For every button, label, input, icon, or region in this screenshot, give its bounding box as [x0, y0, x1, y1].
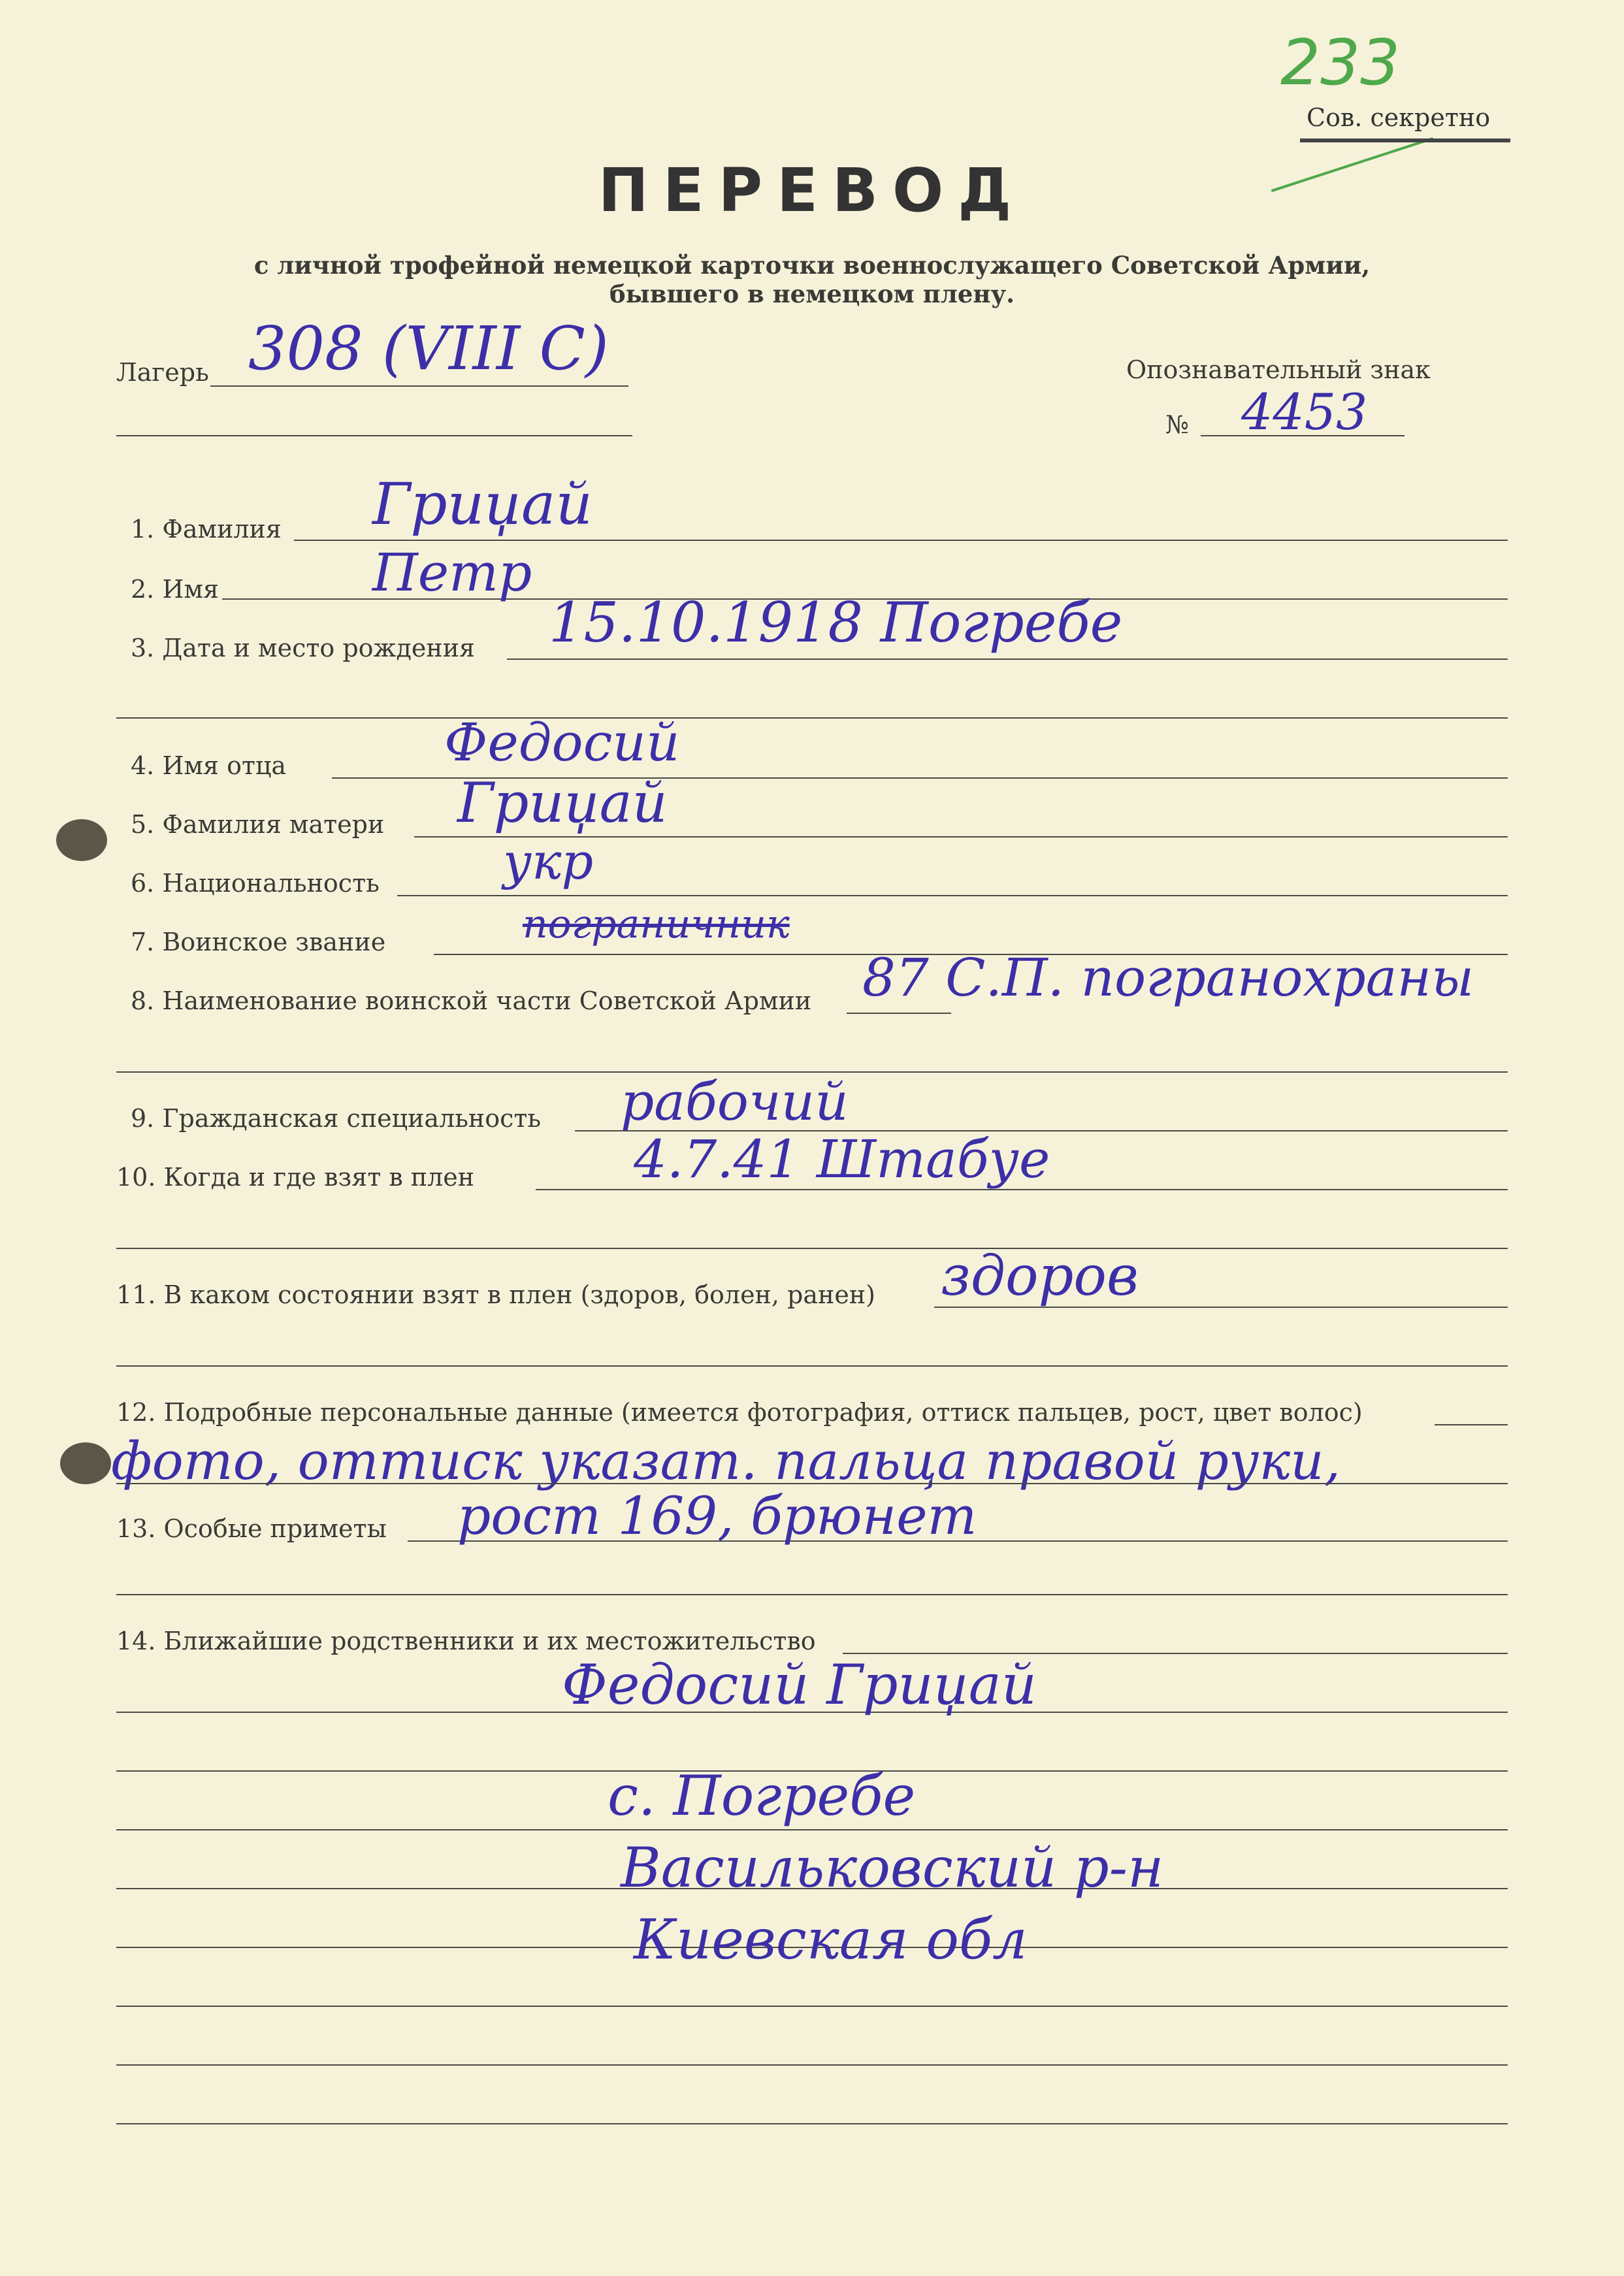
field-13-label: 13. Особые приметы [116, 1514, 387, 1543]
field-1-value: Гриџай [372, 470, 593, 538]
field-3-line-2 [116, 717, 1508, 719]
field-14-line-9 [116, 2123, 1508, 2124]
field-8-value: 87 С.П. погранохраны [862, 947, 1474, 1008]
document-subtitle-line1: с личной трофейной немецкой карточки военнослужащего Советской Армии, [253, 251, 1371, 280]
camp-line-2 [116, 435, 632, 436]
field-7-label: 7. Воинское звание [131, 928, 386, 956]
field-5-value: Гриџай [457, 771, 668, 835]
field-1-line [294, 540, 1508, 541]
field-10-value: 4.7.41 Штабуе [634, 1129, 1050, 1190]
punch-hole-top [56, 819, 107, 861]
field-6-line [397, 895, 1508, 896]
field-13-value: рост 169, брюнет [457, 1486, 977, 1546]
field-5-label: 5. Фамилия матери [131, 810, 385, 839]
field-3-value: 15.10.1918 Погребе [549, 591, 1123, 655]
field-3-line [507, 658, 1508, 660]
field-1-label: 1. Фамилия [131, 515, 282, 544]
field-9-label: 9. Гражданская специальность [131, 1104, 542, 1133]
field-14-line-7 [116, 2006, 1508, 2007]
field-2-value: Петр [372, 542, 532, 603]
field-4-value: Федосий [444, 712, 680, 773]
tag-label: Опознавательный знак [1126, 355, 1431, 384]
camp-line [210, 385, 628, 387]
field-3-label: 3. Дата и место рождения [131, 634, 476, 662]
field-14-line-4 [116, 1829, 1508, 1830]
field-11-line-2 [116, 1365, 1508, 1367]
field-10-line-2 [116, 1248, 1508, 1249]
field-12-label: 12. Подробные персональные данные (имеется фотография, оттиск пальцев, рост, цвет волос) [116, 1398, 1363, 1427]
field-12-value: фото, оттиск указат. пальца правой руки, [111, 1431, 1341, 1491]
field-11-label: 11. В каком состоянии взят в плен (здоров, болен, ранен) [116, 1280, 875, 1309]
field-10-label: 10. Когда и где взят в плен [116, 1163, 475, 1192]
punch-hole-bottom [60, 1442, 111, 1484]
field-14-label: 14. Ближайшие родственники и их местожительство [116, 1627, 816, 1655]
field-9-value: рабочий [621, 1071, 849, 1132]
field-14-region: Киевская обл [634, 1908, 1028, 1972]
document-title: ПЕРЕВОД [598, 155, 1026, 225]
field-6-value: укр [503, 832, 594, 890]
archive-number: 233 [1280, 26, 1401, 99]
field-14-relative-name: Федосий Гриџай [562, 1653, 1037, 1717]
field-2-label: 2. Имя [131, 575, 219, 604]
field-4-label: 4. Имя отца [131, 751, 287, 780]
field-12-line-2 [116, 1483, 1508, 1484]
tag-number-label: № [1165, 410, 1189, 439]
secret-stamp: Сов. секретно [1307, 103, 1491, 132]
camp-value: 308 (VIII C) [248, 314, 609, 383]
document-subtitle-line2: бывшего в немецком плену. [609, 280, 1015, 308]
camp-label: Лагерь [116, 358, 209, 387]
field-12-line [1435, 1424, 1508, 1425]
field-14-line-8 [116, 2064, 1508, 2066]
field-8-label: 8. Наименование воинской части Советской Армии [131, 986, 812, 1015]
field-11-value: здоров [941, 1244, 1139, 1308]
field-6-label: 6. Национальность [131, 869, 380, 898]
tag-value: 4453 [1241, 383, 1368, 441]
field-7-value: пограничник [523, 902, 790, 947]
stamp-underline [1300, 138, 1510, 142]
field-14-village: с. Погребе [608, 1764, 916, 1828]
field-14-district: Васильковский р-н [621, 1836, 1164, 1900]
field-8-line [847, 1013, 951, 1014]
field-13-line-2 [116, 1594, 1508, 1595]
